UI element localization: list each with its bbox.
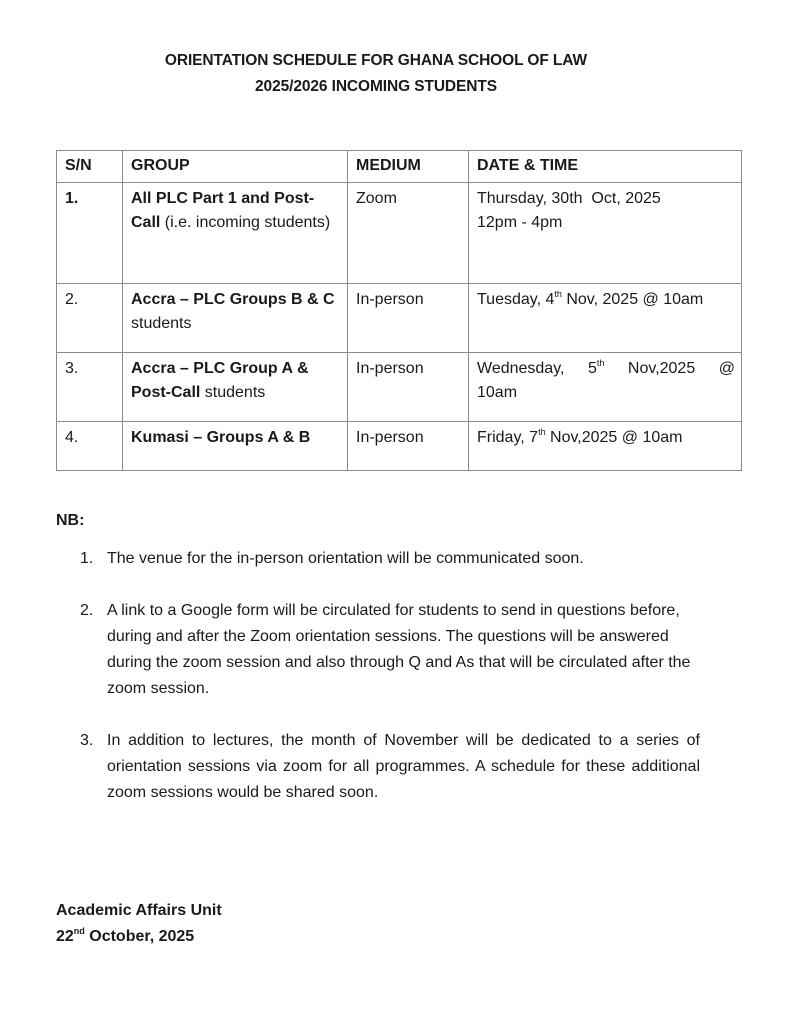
row-medium: In-person — [348, 284, 469, 353]
date-ordinal: th — [596, 358, 605, 368]
row-medium: Zoom — [348, 183, 469, 284]
note-text: The venue for the in-person orientation will be communicated soon. — [107, 550, 584, 567]
date-line: Thursday, 30th Oct, 2025 — [477, 190, 661, 207]
group-note: students — [200, 384, 266, 401]
date-text: Tuesday, 4 — [477, 291, 555, 308]
date-line — [477, 357, 735, 381]
row-group — [123, 353, 348, 422]
row-date-time — [469, 422, 742, 471]
group-note: students — [131, 315, 192, 332]
date-text: October, 2025 — [84, 928, 195, 945]
row-medium: In-person — [348, 422, 469, 471]
date-ordinal: nd — [73, 926, 85, 936]
header-date-time: DATE & TIME — [469, 151, 742, 183]
row-group — [123, 284, 348, 353]
table-row — [57, 353, 742, 422]
row-sn: 3. — [57, 353, 123, 422]
date-month: Nov,2025 — [627, 360, 696, 377]
group-name: Accra – PLC Group A & Post-Call — [131, 360, 309, 401]
signature-block — [56, 898, 222, 950]
date-text: Nov, 2025 @ 10am — [561, 291, 704, 308]
group-note: (i.e. incoming students) — [160, 214, 331, 231]
date-ordinal: th — [554, 289, 562, 299]
header-medium: MEDIUM — [348, 151, 469, 183]
note-item — [80, 598, 700, 702]
table-row — [57, 422, 742, 471]
date-text: Nov,2025 @ 10am — [545, 429, 683, 446]
table-row — [57, 183, 742, 284]
group-name: All PLC Part 1 and Post-Call — [131, 190, 315, 231]
document-title: ORIENTATION SCHEDULE FOR GHANA SCHOOL OF LAW — [164, 52, 588, 69]
date-ordinal: th — [538, 427, 546, 437]
time-line: 10am — [477, 384, 518, 401]
date-num: 22 — [56, 928, 74, 945]
date-at: @ — [718, 360, 735, 377]
time-line: 12pm - 4pm — [477, 214, 563, 231]
issuing-unit: Academic Affairs Unit — [56, 902, 222, 919]
header-group: GROUP — [123, 151, 348, 183]
date-num: 5 — [587, 360, 597, 377]
note-text: A link to a Google form will be circulated for students to send in questions before, during and after the Zoom orientation sessions. The questions will be answered during the zoom session and also through Q and As that will be circulated after the zoom session. — [107, 602, 691, 697]
issue-date — [56, 924, 222, 950]
note-number: 1. — [80, 550, 94, 567]
date-number — [588, 357, 604, 381]
date-day: Wednesday, — [477, 360, 565, 377]
note-item — [80, 728, 700, 806]
orientation-schedule-table — [56, 150, 742, 471]
date-text: Friday, 7 — [477, 429, 539, 446]
note-text: In addition to lectures, the month of November will be dedicated to a series of orientation sessions via zoom for all programmes. A schedule for these additional zoom sessions would be shared soon. — [107, 732, 700, 801]
table-header-row — [57, 151, 742, 183]
row-sn: 4. — [57, 422, 123, 471]
row-date-time — [469, 183, 742, 284]
document-subtitle: 2025/2026 INCOMING STUDENTS — [255, 78, 497, 95]
row-sn: 1. — [57, 183, 123, 284]
note-item — [80, 546, 700, 572]
row-medium: In-person — [348, 353, 469, 422]
row-sn: 2. — [57, 284, 123, 353]
group-name: Accra – PLC Groups B & C — [131, 291, 335, 308]
row-group — [123, 183, 348, 284]
row-date-time — [469, 284, 742, 353]
group-name: Kumasi – Groups A & B — [131, 429, 311, 446]
note-number: 3. — [80, 732, 94, 749]
notes-list — [80, 546, 700, 832]
notes-label: NB: — [56, 512, 85, 529]
row-group — [123, 422, 348, 471]
row-date-time — [469, 353, 742, 422]
note-number: 2. — [80, 602, 94, 619]
header-sn: S/N — [57, 151, 123, 183]
table-row — [57, 284, 742, 353]
